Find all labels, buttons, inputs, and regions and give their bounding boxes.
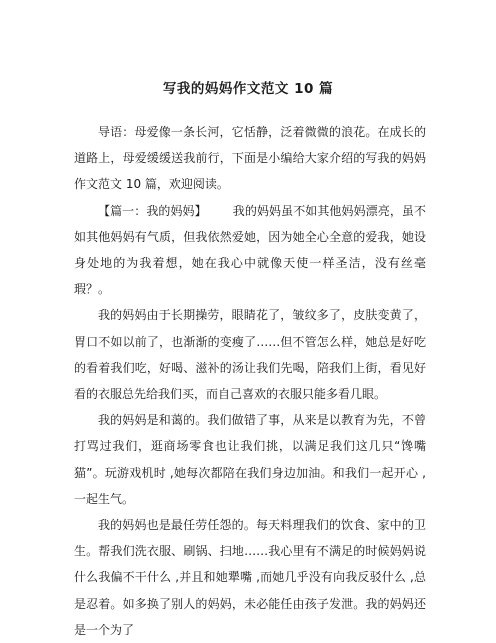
- document-body: [74, 119, 426, 643]
- intro-paragraph: 导语：母爱像一条长河，它恬静，泛着微微的浪花。在成长的道路上，母爱缓缓送我前行，下面是小编给大家介绍的写我的妈妈作文范文 10 篇，欢迎阅读。: [74, 125, 426, 192]
- body-paragraph: 我的妈妈是和蔼的。我们做错了事，从来是以教育为先，不曾打骂过我们，逛商场零食也让我们挑，以满足我们这几只“馋嘴猫”。玩游戏机时 ,她每次都陪在我们身边加油。和我们一起开心 ,一起生气。: [74, 413, 426, 506]
- document-title: 写我的妈妈作文范文 10 篇: [162, 81, 334, 97]
- body-paragraph: 我的妈妈也是最任劳任怨的。每天料理我们的饮食、家中的卫生。帮我们洗衣服、刷锅、扫地……我心里有不满足的时候妈妈说什么我偏不干什么 ,并且和她犟嘴 ,而她几乎没有向我反驳什么 ,总是忍着。如多换了别人的妈妈，未必能任由孩子发泄。我的妈妈还是一个为了: [74, 518, 426, 637]
- paragraph-text: 我的妈妈虽不如其他妈妈漂亮，虽不如其他妈妈有气质，但我依然爱她，因为她全心全意的爱我，她设身处地的为我着想，她在我心中就像天使一样圣洁，没有丝毫瑕？。: [74, 203, 426, 297]
- section-one-paragraph: [74, 198, 426, 303]
- section-heading: 【篇一：我的妈妈】: [98, 203, 207, 218]
- body-paragraph: 我的妈妈由于长期操劳，眼睛花了，皱纹多了，皮肤变黄了，胃口不如以前了，也渐渐的变瘦了……但不管怎么样，她总是好吃的看着我们吃，好喝、滋补的汤让我们先喝，陪我们上街，看见好看的衣服总先给我们买，而自己喜欢的衣服只能多看几眼。: [74, 308, 426, 402]
